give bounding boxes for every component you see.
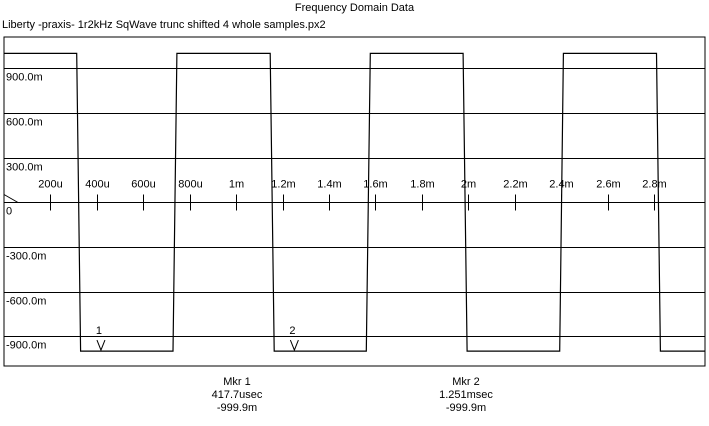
x-tick-label: 2.2m [503, 178, 528, 191]
x-tick-label: 1.8m [410, 178, 435, 191]
marker-2-label: Mkr 2 [452, 376, 480, 388]
x-tick-label: 400u [85, 178, 110, 191]
marker-2-time: 1.251msec [439, 389, 493, 401]
y-tick-label: -900.0m [6, 339, 47, 352]
marker-1-glyph[interactable] [97, 340, 105, 350]
marker-2-glyph[interactable] [290, 340, 298, 350]
marker-2-id: 2 [289, 325, 296, 338]
y-tick-label: 300.0m [6, 161, 43, 174]
y-tick-label: 900.0m [6, 71, 43, 84]
y-tick-label: 600.0m [6, 116, 43, 129]
x-tick-label: 800u [178, 178, 203, 191]
y-tick-label: -600.0m [6, 295, 47, 308]
x-tick-label: 1.4m [317, 178, 342, 191]
marker-2-value: -999.9m [445, 402, 487, 414]
zero-axis-indicator [4, 195, 18, 203]
plot-frame [4, 37, 705, 366]
marker-1-time: 417.7usec [211, 389, 263, 401]
y-tick-label: 0 [6, 205, 13, 218]
x-tick-label: 200u [38, 178, 63, 191]
x-tick-label: 600u [131, 178, 156, 191]
marker-1-value: -999.9m [216, 402, 258, 414]
x-tick-label: 2.8m [642, 178, 667, 191]
x-tick-label: 1.2m [271, 178, 296, 191]
marker-1-label: Mkr 1 [223, 376, 251, 388]
x-tick-label: 1.6m [363, 178, 388, 191]
window-title: Frequency Domain Data [294, 2, 415, 14]
marker-2-readout [406, 376, 526, 415]
x-tick-label: 2.4m [549, 178, 574, 191]
y-tick-label: -300.0m [6, 250, 47, 263]
marker-1-readout [177, 376, 297, 415]
file-title: Liberty -praxis- 1r2kHz SqWave trunc shifted 4 whole samples.px2 [2, 19, 326, 31]
x-tick-label: 1m [228, 178, 245, 191]
marker-1-id: 1 [95, 325, 103, 338]
x-tick-label: 2m [460, 178, 477, 191]
x-tick-label: 2.6m [596, 178, 621, 191]
